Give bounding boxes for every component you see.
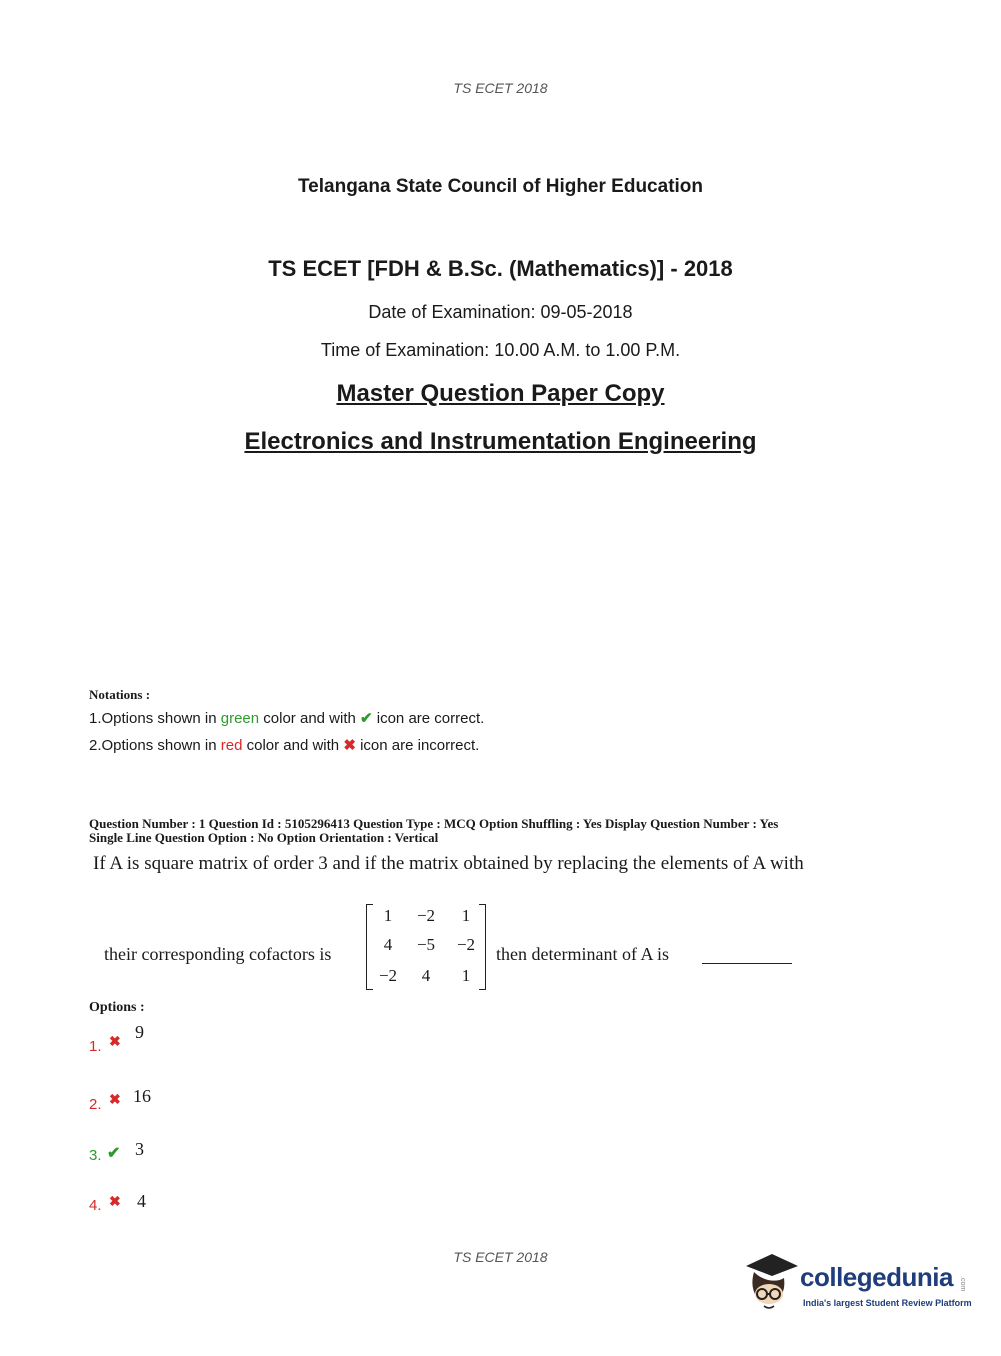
cross-icon: ✖: [109, 1035, 121, 1050]
check-icon: ✔: [360, 710, 373, 727]
cofactor-text: their corresponding cofactors is: [104, 944, 332, 964]
exam-date: Date of Examination: 09-05-2018: [368, 302, 633, 322]
green-word: green: [220, 710, 260, 727]
cross-icon: ✖: [109, 1093, 121, 1108]
matrix-cell: 1: [383, 906, 393, 925]
page-footer: TS ECET 2018: [453, 1249, 548, 1265]
exam-time: Time of Examination: 10.00 A.M. to 1.00 P.M.: [320, 340, 681, 360]
option-value: 16: [133, 1086, 151, 1106]
option-1[interactable]: [89, 1022, 169, 1058]
option-value: 4: [137, 1191, 146, 1211]
option-value: 3: [135, 1139, 144, 1159]
red-word: red: [220, 737, 243, 754]
determinant-text: then determinant of A is: [496, 944, 669, 964]
notation-text: 1.Options shown in: [89, 710, 221, 727]
options-heading: Options :: [89, 1000, 145, 1015]
answer-blank: [702, 963, 792, 964]
matrix-cell: −2: [378, 966, 398, 985]
question-meta: Single Line Question Option : No Option Orientation : Vertical: [89, 830, 439, 845]
left-bracket: [366, 904, 373, 990]
question-text: If A is square matrix of order 3 and if the matrix obtained by replacing the elements of A with: [93, 853, 804, 874]
page-header: TS ECET 2018: [453, 80, 548, 96]
notation-text: color and with: [242, 737, 344, 754]
option-4[interactable]: [89, 1191, 169, 1221]
matrix-cell: −5: [416, 935, 436, 954]
option-3[interactable]: [89, 1139, 169, 1169]
cross-icon: ✖: [343, 737, 356, 754]
notation-correct: [89, 709, 484, 727]
question-meta: Question Number : 1 Question Id : 5105296413 Question Type : MCQ Option Shuffling : Yes Display Question Number : Yes: [89, 816, 779, 831]
branch-title: Electronics and Instrumentation Engineering: [244, 428, 757, 455]
option-value: 9: [135, 1022, 144, 1042]
option-number: 3.: [89, 1147, 102, 1164]
notation-text: 2.Options shown in: [89, 737, 221, 754]
exam-title: TS ECET [FDH & B.Sc. (Mathematics)] - 2018: [268, 256, 733, 281]
matrix-cell: 1: [461, 966, 471, 985]
notation-incorrect: [89, 736, 479, 754]
notation-text: color and with: [259, 710, 361, 727]
notations-heading: Notations :: [89, 687, 151, 702]
cofactor-matrix: [366, 904, 486, 988]
option-number: 4.: [89, 1197, 102, 1214]
council-title: Telangana State Council of Higher Education: [297, 176, 704, 197]
brand-name: collegedunia: [800, 1262, 953, 1292]
brand-tagline: India's largest Student Review Platform: [803, 1298, 972, 1308]
matrix-cell: −2: [456, 935, 476, 954]
notation-text: icon are incorrect.: [355, 737, 480, 754]
option-2[interactable]: [89, 1086, 169, 1116]
paper-title: Master Question Paper Copy: [336, 380, 665, 407]
notation-text: icon are correct.: [372, 710, 485, 727]
option-number: 2.: [89, 1096, 102, 1113]
right-bracket: [479, 904, 486, 990]
cross-icon: ✖: [109, 1195, 121, 1210]
mascot-icon: [742, 1252, 800, 1314]
matrix-cell: 1: [461, 906, 471, 925]
matrix-cell: −2: [416, 906, 436, 925]
brand-suffix: .com: [959, 1276, 966, 1292]
matrix-cell: 4: [421, 966, 431, 985]
option-number: 1.: [89, 1038, 102, 1055]
check-icon: ✔: [107, 1145, 121, 1162]
matrix-cell: 4: [383, 935, 393, 954]
